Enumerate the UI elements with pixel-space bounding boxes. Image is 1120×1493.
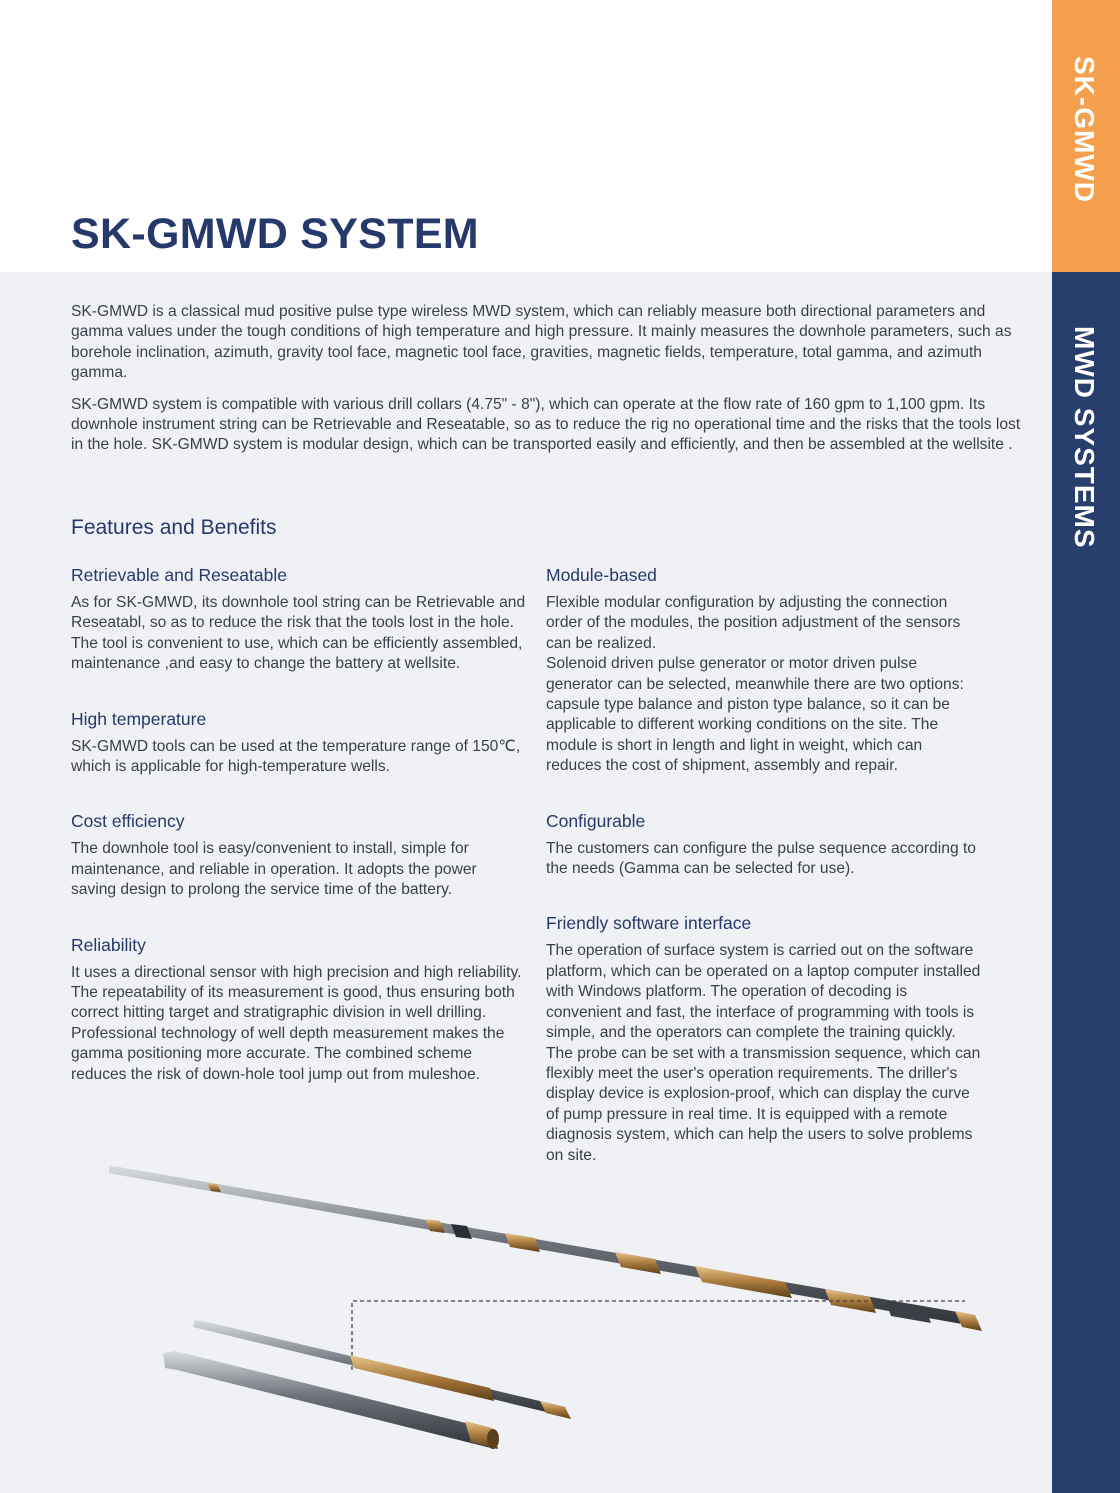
feature-title: High temperature [71, 708, 207, 729]
feature-title: Friendly software interface [546, 913, 752, 934]
feature-title: Retrievable and Reseatable [71, 565, 287, 585]
sidebar-top-label: SK-GMWD [1069, 56, 1100, 203]
feature-title: Cost efficiency [71, 811, 185, 832]
feature-retrievable [71, 565, 526, 675]
long-tool-string [109, 1166, 982, 1331]
feature-software-interface [546, 913, 981, 1165]
feature-configurable [546, 811, 981, 880]
features-right-column [546, 565, 981, 1200]
detail-module-lower [163, 1351, 499, 1449]
features-left-column [71, 565, 526, 1119]
mwd-tool-illustration [95, 1155, 995, 1460]
feature-text: The customers can configure the pulse sequence according to the needs (Gamma can be selected for use). [546, 839, 976, 878]
feature-text: The downhole tool is easy/convenient to install, simple for maintenance, and reliable in operation. It adopts the power saving design to prolong the service time of the battery. [71, 840, 477, 899]
feature-cost-efficiency [71, 811, 526, 900]
page-title: SK-GMWD SYSTEM [71, 210, 479, 258]
intro-paragraph-2: SK-GMWD system is compatible with various drill collars (4.75" - 8"), which can operate at the flow rate of 160 gpm to 1,100 gpm. Its downhole instrument string can be Retrievable and Reseatable, so as to reduce the rig no operational time and the risks that the tools lost in the hole. SK-GMWD system is modular design, which can be transported easily and efficiently, and then be assembled at the wellsite . [71, 395, 1021, 454]
feature-text: SK-GMWD tools can be used at the temperature range of 150℃, which is applicable for high-temperature wells. [71, 737, 521, 776]
feature-title: Module-based [546, 565, 657, 585]
feature-text: The operation of surface system is carried out on the software platform, which can be operated on a laptop computer installed with Windows platform. The operation of decoding is convenient and fast, the interface of programming with tools is simple, and the operators can complete the training quickly. The probe can be set with a transmission sequence, which can flexibly meet the user's operation requirements. The driller's display device is explosion-proof, which can display the curve of pump pressure in real time. It is equipped with a remote diagnosis system, which can help the users to solve problems on site. [546, 942, 981, 1164]
feature-high-temperature [71, 709, 526, 778]
feature-title: Configurable [546, 810, 646, 831]
intro-section [71, 302, 1026, 467]
feature-text: As for SK-GMWD, its downhole tool string can be Retrievable and Reseatabl, so as to reduce the risk that the tools lost in the hole. The tool is convenient to use, which can be efficiently assembled, maintenance ,and easy to change the battery at wellsite. [71, 594, 526, 673]
feature-title: Reliability [71, 934, 146, 955]
intro-paragraph-1: SK-GMWD is a classical mud positive pulse type wireless MWD system, which can reliably measure both directional parameters and gamma values under the tough conditions of high temperature and high pressure. It mainly measures the downhole parameters, such as borehole inclination, azimuth, gravity tool face, magnetic tool face, gravities, magnetic fields, temperature, total gamma, and azimuth gamma. [71, 303, 1012, 382]
feature-reliability [71, 935, 526, 1085]
sidebar-top-tab [1052, 0, 1120, 272]
features-heading: Features and Benefits [71, 516, 277, 539]
feature-module-based [546, 565, 981, 777]
sidebar-bottom-tab [1052, 272, 1120, 1493]
sidebar-bottom-label: MWD SYSTEMS [1069, 326, 1100, 549]
feature-text: Flexible modular configuration by adjusting the connection order of the modules, the position adjustment of the sensors can be realized. Solenoid driven pulse generator or motor driven pulse generator can be selected, meanwhile there are two options: capsule type balance and piston type balance, so it can be applicable to different working conditions on the site. The module is short in length and light in weight, which can reduces the cost of shipment, assembly and repair. [546, 594, 964, 775]
feature-text: It uses a directional sensor with high precision and high reliability. The repeatability of its measurement is good, thus ensuring both correct hitting target and stratigraphic division in well drilling. Professional technology of well depth measurement makes the gamma positioning more accurate. The combined scheme reduces the risk of down-hole tool jump out from muleshoe. [71, 963, 522, 1083]
